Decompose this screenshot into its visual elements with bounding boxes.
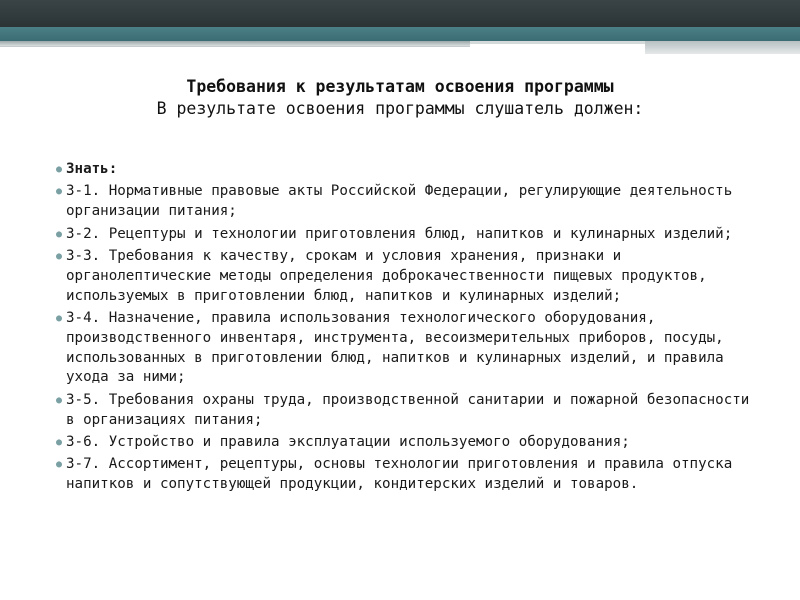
title-block xyxy=(60,76,740,120)
requirements-list xyxy=(56,160,756,495)
bullet-dot-icon: ● xyxy=(56,312,63,324)
bullet-dot-icon: ● xyxy=(56,164,63,175)
list-item-text: З-3. Требования к качеству, срокам и условия хранения, признаки и органолептические методы определения доброкачественности пищевых продуктов, используемых в приготовлении блюд, напитков и кулинарных изделий; xyxy=(66,247,707,304)
list-item xyxy=(56,309,756,388)
slide-subtitle: В результате освоения программы слушатель должен: xyxy=(156,99,644,118)
header-dark-band xyxy=(0,0,800,27)
content-area xyxy=(56,160,756,498)
list-heading: Знать: xyxy=(66,161,118,177)
list-item xyxy=(56,182,756,222)
header-shadow-right xyxy=(645,41,800,54)
header-teal-band xyxy=(0,27,800,41)
header-divider xyxy=(0,46,470,47)
list-item xyxy=(56,225,756,245)
list-item-text: З-2. Рецептуры и технологии приготовления блюд, напитков и кулинарных изделий; xyxy=(66,225,733,242)
list-heading-item xyxy=(56,160,756,180)
list-item-text: З-4. Назначение, правила использования технологического оборудования, производственного инвентаря, инструмента, весоизмерительных приборов, посуды, использованных в приготовлении блюд, напитков и кулинарных изделий, и правила ухода за ними; xyxy=(66,309,724,386)
list-item xyxy=(56,247,756,306)
bullet-dot-icon: ● xyxy=(56,394,63,406)
list-item-text: З-1. Нормативные правовые акты Российской Федерации, регулирующие деятельность организации питания; xyxy=(66,183,733,220)
list-item xyxy=(56,433,756,453)
bullet-dot-icon: ● xyxy=(56,459,63,471)
bullet-dot-icon: ● xyxy=(56,436,63,448)
list-item-text: З-7. Ассортимент, рецептуры, основы технологии приготовления и правила отпуска напитков и сопутствующей продукции, кондитерских изделий и товаров. xyxy=(66,456,733,493)
list-item-text: З-5. Требования охраны труда, производственной санитарии и пожарной безопасности в организациях питания; xyxy=(66,391,750,428)
header-shadow-mid xyxy=(470,41,645,44)
bullet-dot-icon: ● xyxy=(56,250,63,262)
slide-title: Требования к результатам освоения программы xyxy=(186,77,614,96)
list-item xyxy=(56,455,756,495)
bullet-dot-icon: ● xyxy=(56,228,63,240)
bullet-dot-icon: ● xyxy=(56,186,63,198)
list-item xyxy=(56,391,756,431)
list-item-text: З-6. Устройство и правила эксплуатации используемого оборудования; xyxy=(66,433,630,450)
